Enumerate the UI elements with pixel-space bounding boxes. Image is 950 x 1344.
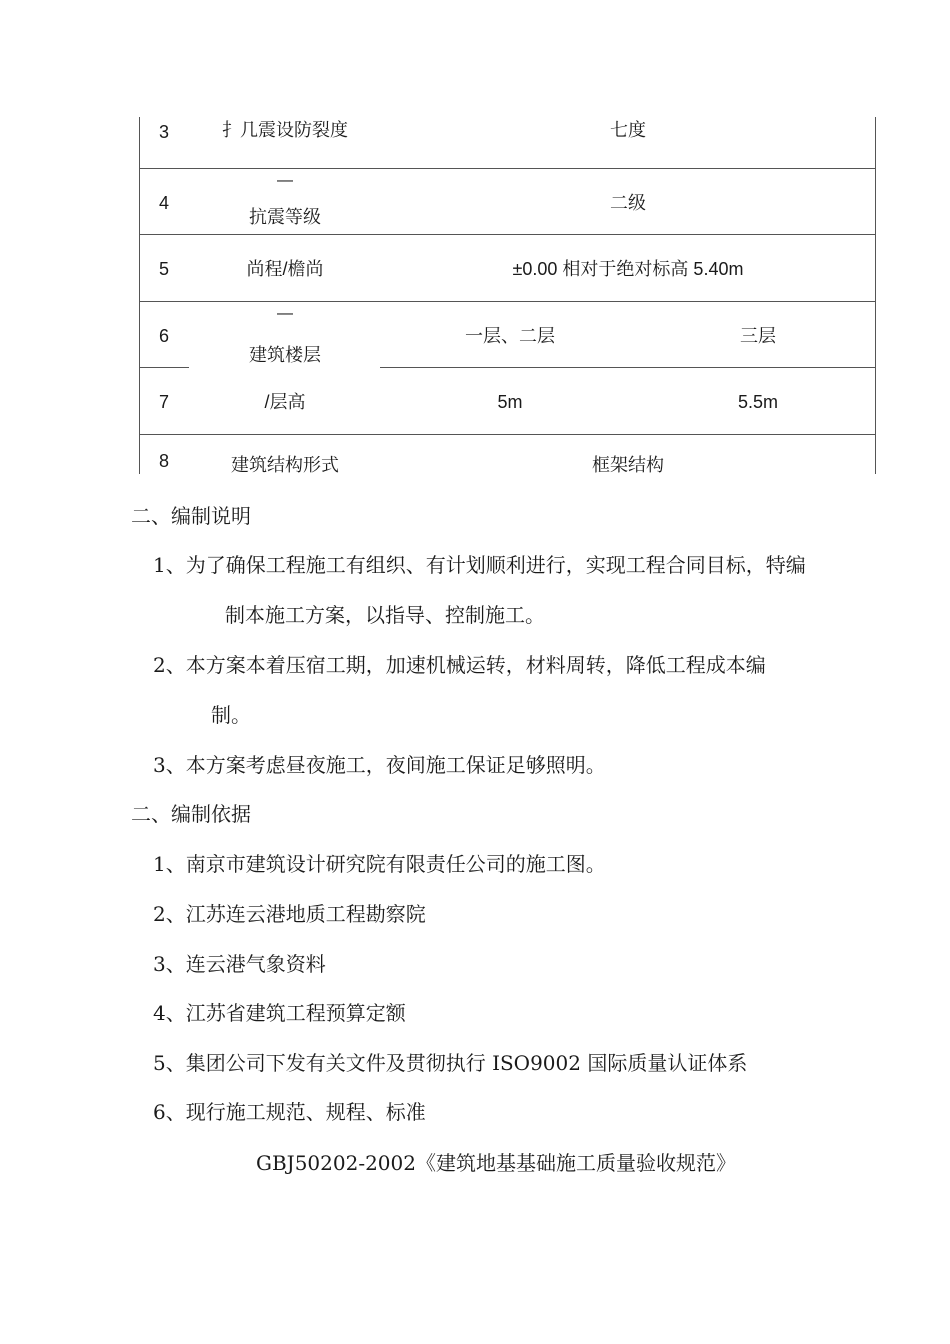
table-border-right xyxy=(875,117,876,474)
table-row-number: 4 xyxy=(158,193,169,213)
table-row-number: 5 xyxy=(158,259,169,279)
table-row-item-dash: — xyxy=(277,305,293,322)
table-row-value-b: 三层 xyxy=(740,326,776,346)
table-row-value-a: 一层、二层 xyxy=(465,326,555,346)
list-item: 3、连云港气象资料 xyxy=(153,952,326,976)
table-row-item: /层高 xyxy=(264,392,306,412)
standard-reference: GBJ50202-2002《建筑地基基础施工质量验收规范》 xyxy=(256,1151,736,1175)
table-row-item: 扌几震设防裂度 xyxy=(222,120,348,140)
table-row-number: 3 xyxy=(158,122,169,142)
table-row-item: 建筑楼层 xyxy=(249,345,321,365)
list-item: 2、本方案本着压宿工期，加速机械运转，材料周转，降低工程成本编 xyxy=(153,653,766,677)
table-row-item: 抗震等级 xyxy=(249,207,321,227)
list-item: 2、江苏连云港地质工程勘察院 xyxy=(153,902,426,926)
table-row-value-b: 5.5m xyxy=(737,392,779,412)
list-item: 4、江苏省建筑工程预算定额 xyxy=(153,1001,406,1025)
table-row-value: 七度 xyxy=(610,120,646,140)
section-heading: 二、编制依据 xyxy=(131,802,251,826)
table-row-value: ±0.00 相对于绝对标高 5.40m xyxy=(512,259,744,279)
list-item-continuation: 制本施工方案，以指导、控制施工。 xyxy=(225,603,545,627)
table-row-number: 7 xyxy=(158,392,169,412)
table-row-item-dash: — xyxy=(277,172,293,189)
section-heading: 二、编制说明 xyxy=(131,504,251,528)
table-divider xyxy=(139,301,876,302)
list-item: 5、集团公司下发有关文件及贯彻执行 ISO9002 国际质量认证体系 xyxy=(153,1051,748,1075)
list-item: 1、为了确保工程施工有组织、有计划顺利进行，实现工程合同目标，特编 xyxy=(153,553,806,577)
table-divider xyxy=(139,168,876,169)
list-item: 1、南京市建筑设计研究院有限责任公司的施工图。 xyxy=(153,852,606,876)
table-divider xyxy=(139,234,876,235)
list-item-continuation: 制。 xyxy=(211,703,251,727)
table-row-number: 6 xyxy=(158,326,169,346)
table-divider xyxy=(139,434,876,435)
table-row-value: 二级 xyxy=(610,193,646,213)
list-item: 6、现行施工规范、规程、标准 xyxy=(153,1100,426,1124)
project-info-table xyxy=(0,0,950,480)
table-row-item: 建筑结构形式 xyxy=(231,455,339,475)
table-row-value: 框架结构 xyxy=(592,455,664,475)
table-border-left xyxy=(139,117,140,474)
table-divider xyxy=(139,367,189,368)
table-divider xyxy=(380,367,876,368)
table-row-number: 8 xyxy=(158,451,169,471)
table-row-item: 尚程/檐尚 xyxy=(246,259,324,279)
table-row-value-a: 5m xyxy=(497,392,523,412)
list-item: 3、本方案考虑昼夜施工，夜间施工保证足够照明。 xyxy=(153,753,606,777)
